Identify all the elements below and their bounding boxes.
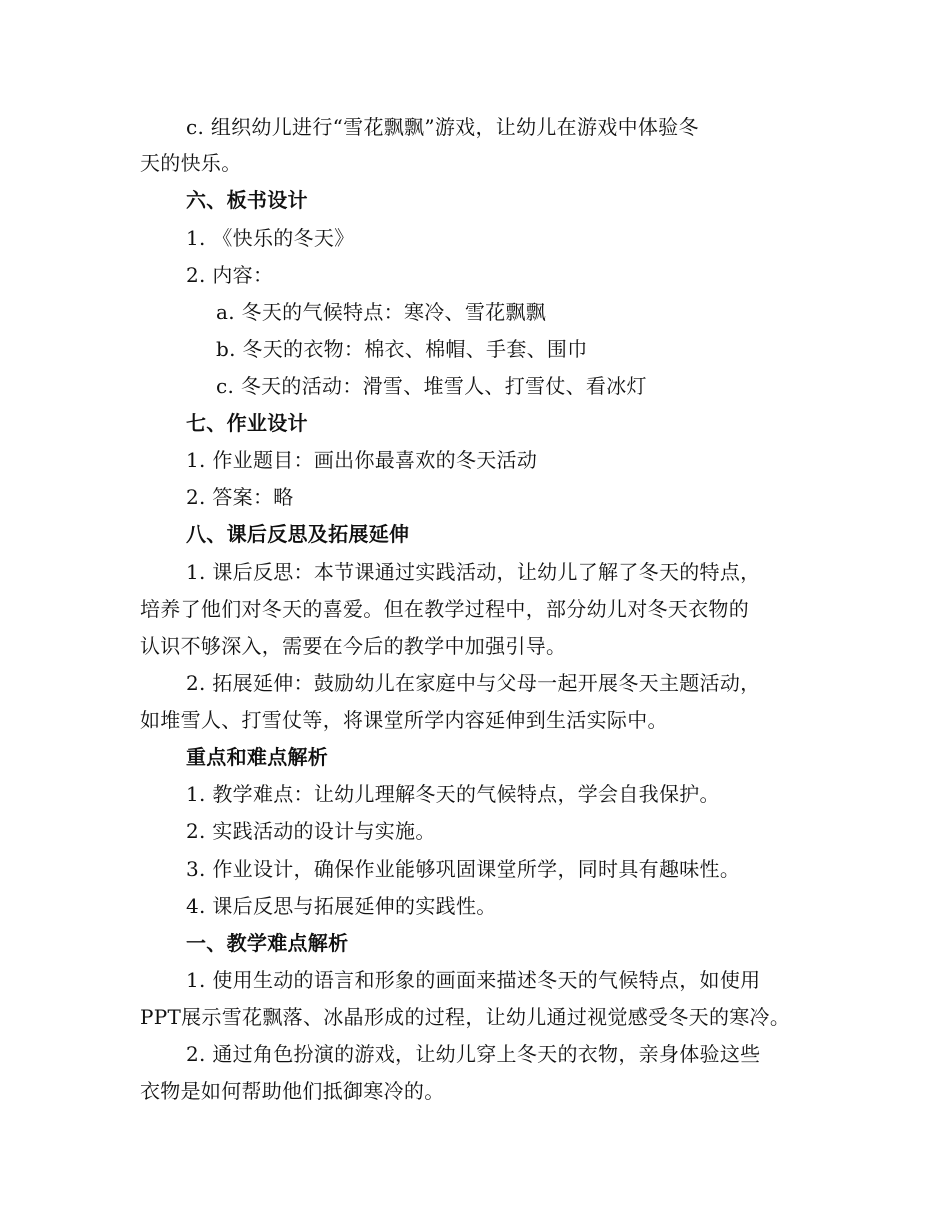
list-item: 2. 实践活动的设计与实施。: [186, 819, 436, 843]
list-item: 3. 作业设计，确保作业能够巩固课堂所学，同时具有趣味性。: [186, 857, 741, 881]
paragraph-line: c. 组织幼儿进行“雪花飘飘”游戏，让幼儿在游戏中体验冬: [186, 115, 699, 139]
sub-list-item: c. 冬天的活动：滑雪、堆雪人、打雪仗、看冰灯: [216, 374, 647, 398]
sub-list-item: a. 冬天的气候特点：寒冷、雪花飘飘: [216, 300, 547, 324]
list-item: 1. 作业题目：画出你最喜欢的冬天活动: [186, 448, 538, 472]
paragraph-line: 培养了他们对冬天的喜爱。但在教学过程中，部分幼儿对冬天衣物的: [140, 597, 749, 621]
paragraph-line: 1. 使用生动的语言和形象的画面来描述冬天的气候特点，如使用: [186, 968, 761, 992]
paragraph-line: PPT展示雪花飘落、冰晶形成的过程，让幼儿通过视觉感受冬天的寒冷。: [140, 1005, 791, 1029]
section-heading: 七、作业设计: [186, 411, 308, 435]
list-item: 1. 教学难点：让幼儿理解冬天的气候特点，学会自我保护。: [186, 782, 720, 806]
section-heading: 八、课后反思及拓展延伸: [186, 522, 410, 546]
paragraph-line: 1. 课后反思：本节课通过实践活动，让幼儿了解了冬天的特点，: [186, 560, 761, 584]
paragraph-line: 2. 拓展延伸：鼓励幼儿在家庭中与父母一起开展冬天主题活动，: [186, 671, 761, 695]
list-item: 1. 《快乐的冬天》: [186, 226, 355, 250]
sub-list-item: b. 冬天的衣物：棉衣、棉帽、手套、围巾: [216, 337, 588, 361]
paragraph-line: 认识不够深入，需要在今后的教学中加强引导。: [140, 634, 567, 658]
paragraph-line: 如堆雪人、打雪仗等，将课堂所学内容延伸到生活实际中。: [140, 708, 668, 732]
paragraph-line: 衣物是如何帮助他们抵御寒冷的。: [140, 1079, 445, 1103]
section-heading: 一、教学难点解析: [186, 931, 349, 955]
paragraph-line: 2. 通过角色扮演的游戏，让幼儿穿上冬天的衣物，亲身体验这些: [186, 1042, 761, 1066]
list-item: 2. 答案：略: [186, 485, 294, 509]
section-heading: 六、板书设计: [186, 188, 308, 212]
section-heading: 重点和难点解析: [186, 745, 329, 769]
paragraph-line: 天的快乐。: [140, 151, 242, 175]
list-item: 4. 课后反思与拓展延伸的实践性。: [186, 894, 497, 918]
list-item: 2. 内容：: [186, 263, 274, 287]
